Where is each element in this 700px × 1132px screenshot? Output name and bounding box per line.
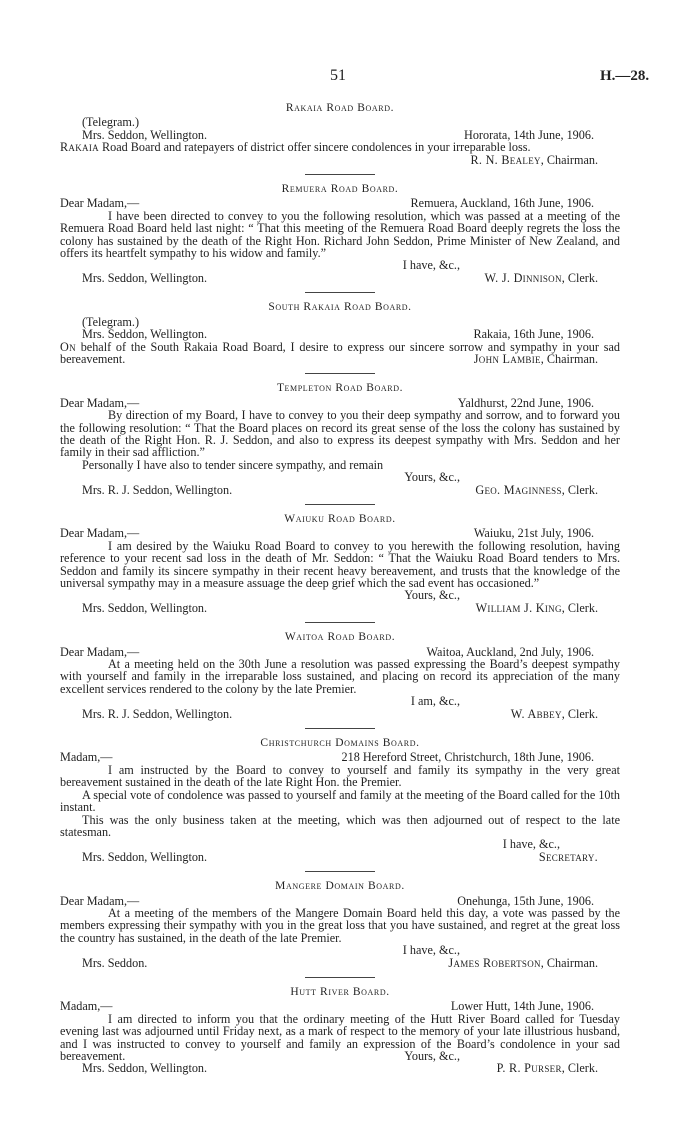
place-date: Waitoa, Auckland, 2nd July, 1906. — [426, 644, 594, 659]
salutation: Dear Madam,— — [60, 644, 140, 659]
place-date: Remuera, Auckland, 16th June, 1906. — [410, 196, 594, 211]
addressee-row — [60, 851, 620, 863]
closing: Yours, &c., — [404, 588, 460, 603]
letter-body: I am desired by the Waiuku Road Board to convey to you herewith the following resolution, having reference to your recent sad loss in the death of Mr. Seddon: “ That the Waiuku Road Board tenders to Mrs. Seddon and family its sincere sympathy in their recent heavy bereavement, and trusts that the knowledge of the universal sympathy may in a measure assuage the deep grief which the sad event has occasioned.” — [60, 538, 620, 591]
section-divider — [305, 622, 375, 623]
telegram-label: (Telegram.) — [82, 314, 140, 329]
section-title: Christchurch Domains Board. — [260, 737, 420, 750]
section-title: Rakaia Road Board. — [285, 102, 395, 114]
addressee-row — [60, 957, 620, 969]
letter-templeton-road-board — [60, 382, 620, 496]
salutation-row — [60, 527, 620, 539]
salutation: Dear Madam,— — [60, 526, 140, 541]
letter-body: By direction of my Board, I have to convey to you their deep sympathy and sorrow, and to forward you the following resolution: “ That the Board places on record its great sense of the loss the colony has sustained by the death of the Right Hon. R. J. Seddon, and also to express its deepest sympathy with Mrs. Seddon and her family in their sad affliction.” — [60, 408, 620, 460]
section-title: Waitoa Road Board. — [284, 631, 396, 644]
salutation: Dear Madam,— — [60, 196, 140, 211]
signature-role: , Chairman. — [540, 955, 598, 970]
salutation: Madam,— — [60, 999, 113, 1014]
addressee-row — [60, 484, 620, 496]
body-lead: Rakaia — [60, 140, 99, 155]
section-divider — [305, 977, 375, 978]
letter-waitoa-road-board — [60, 631, 620, 720]
signature-name: W. Abbey — [510, 706, 562, 721]
addressee-row — [60, 602, 620, 614]
closing: Yours, &c., — [404, 1049, 460, 1064]
signature-role: , Chairman. — [540, 152, 598, 167]
letter-body-3: This was the only business taken at the meeting, which was then adjourned out of respect to the late statesman. — [60, 812, 620, 839]
signature-name: R. N. Bealey — [470, 152, 541, 167]
section-divider — [305, 871, 375, 872]
section-title: Remuera Road Board. — [281, 183, 399, 196]
signature-name: P. R. Purser — [496, 1061, 562, 1076]
closing: I am, &c., — [410, 694, 460, 709]
letter-body-2: A special vote of condolence was passed to yourself and family at the meeting of the Board called for the 10th instant. — [60, 787, 620, 815]
addressee: Mrs. Seddon, Wellington. — [82, 849, 208, 864]
letter-body: I am directed to inform you that the ordinary meeting of the Hutt River Board called for Tuesday evening last was adjourned until Friday next, as a mark of respect to the memory of your late illustrious husband, and I was instructed to convey to yourself and family an expression of the Board’s condolence in your sad bereavement. — [60, 1011, 620, 1064]
salutation-row — [60, 197, 620, 209]
letter-body: I am instructed by the Board to convey to yourself and family its sympathy in the very great bereavement sustained in the death of the late Right Hon. the Premier. — [60, 762, 620, 790]
letter-body: At a meeting held on the 30th June a resolution was passed expressing the Board’s deepest sympathy with yourself and family in the irreparable loss sustained, and placing on record its appreciation of the many excellent services rendered to the colony by the late Premier. — [60, 657, 620, 696]
letter-body-2: Personally I have also to tender sincere sympathy, and remain — [82, 457, 384, 472]
addressee-row — [60, 708, 620, 720]
page-content — [60, 102, 620, 1075]
addressee: Mrs. Seddon, Wellington. — [82, 270, 208, 285]
signature — [60, 353, 620, 365]
addressee: Mrs. Seddon, Wellington. — [82, 1061, 208, 1076]
signature-name: Geo. Maginness — [475, 482, 562, 497]
page-number: 51 — [330, 67, 346, 84]
closing: I have, &c., — [502, 837, 560, 852]
signature-role: , Clerk. — [561, 1061, 598, 1076]
signature-name: James Robertson — [448, 955, 541, 970]
section-title: South Rakaia Road Board. — [268, 301, 412, 314]
addressee: Mrs. Seddon, Wellington. — [82, 327, 208, 342]
letter-body: At a meeting of the members of the Mangere Domain Board held this day, a vote was passed by the members expressing their sympathy with you in the great loss that you have sustained, and regret at the great loss the country has sustained, in the death of the late Premier. — [60, 905, 620, 945]
addressee-row — [60, 272, 620, 284]
document-reference: H.—28. — [600, 68, 650, 84]
place-date: Hororata, 14th June, 1906. — [464, 127, 594, 142]
signature-name: William J. King — [475, 600, 562, 615]
page-header — [0, 67, 700, 90]
signature — [511, 708, 620, 720]
body-lead: On — [60, 339, 76, 354]
addressee-row — [60, 1062, 620, 1074]
letter-rakaia-road-board — [60, 102, 620, 166]
section-title: Waiuku Road Board. — [284, 512, 396, 525]
signature-role: , Clerk. — [561, 706, 598, 721]
addressee: Mrs. Seddon, Wellington. — [82, 127, 208, 142]
closing: Yours, &c., — [404, 470, 460, 485]
body-text: behalf of the South Rakaia Road Board, I desire to express our sincere sorrow and sympathy in your sad bereavement. — [60, 339, 620, 366]
salutation: Dear Madam,— — [60, 395, 140, 410]
place-date: Rakaia, 16th June, 1906. — [473, 327, 594, 342]
letter-body: I have been directed to convey to you the following resolution, which was passed at a meeting of the Remuera Road Board held last night: “ That this meeting of the Remuera Road Board deeply regrets the loss the colony has sustained by the death of the Right Hon. Richard John Seddon, Prime Minister of New Zealand, and offers its heartfelt sympathy to his widow and family.” — [60, 208, 620, 261]
closing: I have, &c., — [402, 943, 460, 958]
section-divider — [305, 728, 375, 729]
letter-christchurch-domains-board — [60, 737, 620, 863]
signature — [476, 602, 620, 614]
letter-waiuku-road-board — [60, 513, 620, 614]
signature — [484, 272, 620, 284]
salutation-row — [60, 1000, 620, 1012]
section-title: Hutt River Board. — [290, 985, 390, 998]
body-text: Road Board and ratepayers of district offer sincere condolences in your irreparable loss. — [98, 140, 531, 155]
letter-mangere-domain-board — [60, 880, 620, 969]
signature-role: , Clerk. — [561, 600, 598, 615]
section-divider — [305, 373, 375, 374]
addressee: Mrs. R. J. Seddon, Wellington. — [82, 706, 233, 721]
signature — [497, 1062, 620, 1074]
telegram-label: (Telegram.) — [82, 115, 140, 130]
section-title: Templeton Road Board. — [276, 382, 404, 395]
addressee: Mrs. Seddon, Wellington. — [82, 600, 208, 615]
signature-role: , Chairman. — [540, 351, 598, 366]
signature-role: , Clerk. — [561, 270, 598, 285]
section-divider — [305, 292, 375, 293]
letter-hutt-river-board — [60, 986, 620, 1075]
salutation: Dear Madam,— — [60, 893, 140, 908]
place-date: Waiuku, 21st July, 1906. — [473, 526, 594, 541]
section-divider — [305, 504, 375, 505]
place-date: 218 Hereford Street, Christchurch, 18th June, 1906. — [341, 750, 594, 765]
section-title: Mangere Domain Board. — [275, 880, 405, 893]
place-date: Yaldhurst, 22nd June, 1906. — [457, 395, 594, 410]
place-date: Lower Hutt, 14th June, 1906. — [450, 999, 594, 1014]
section-divider — [305, 174, 375, 175]
signature — [60, 154, 620, 166]
letter-remuera-road-board — [60, 183, 620, 284]
signature: Secretary. — [538, 849, 598, 864]
salutation: Madam,— — [60, 750, 113, 765]
place-date: Onehunga, 15th June, 1906. — [457, 893, 594, 908]
addressee: Mrs. Seddon. — [82, 955, 148, 970]
signature-name: John Lambie — [473, 351, 541, 366]
signature-role: , Clerk. — [561, 482, 598, 497]
letter-south-rakaia-road-board — [60, 301, 620, 365]
addressee: Mrs. R. J. Seddon, Wellington. — [82, 482, 233, 497]
closing: I have, &c., — [402, 258, 460, 273]
signature — [448, 957, 620, 969]
signature — [475, 484, 620, 496]
signature-name: W. J. Dinnison — [484, 270, 562, 285]
